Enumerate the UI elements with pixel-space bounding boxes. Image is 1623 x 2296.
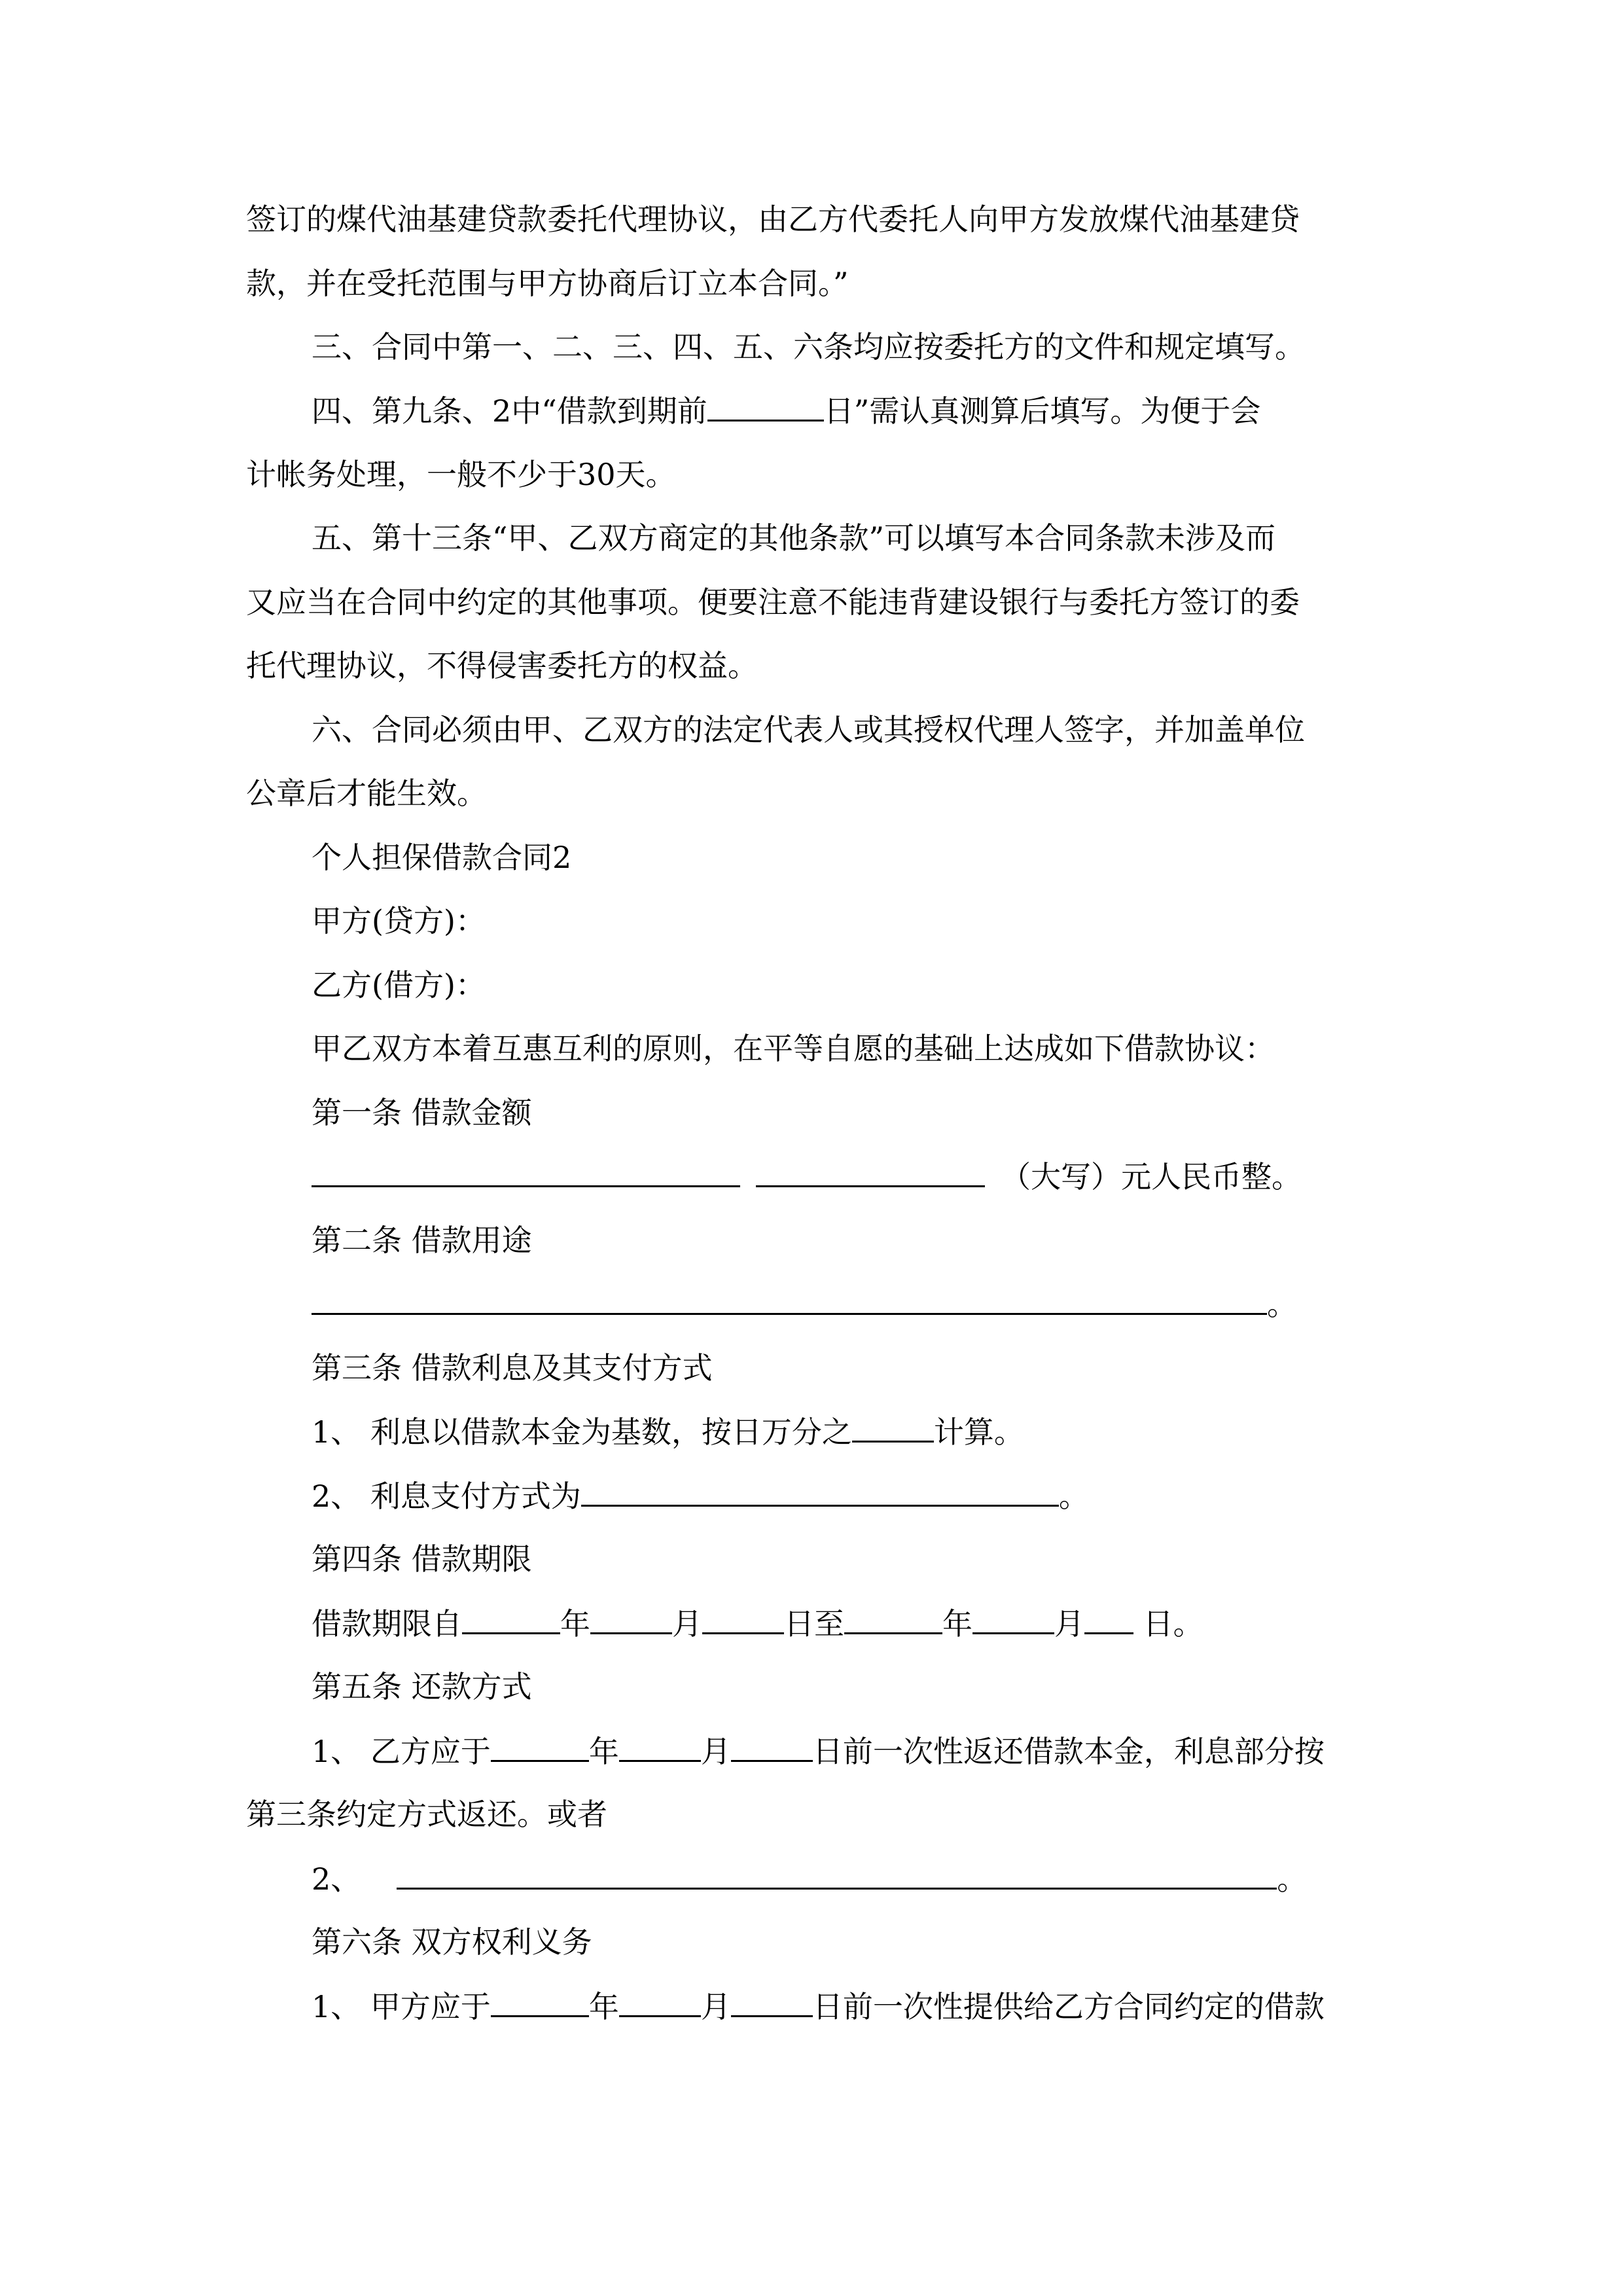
provide-day-field[interactable] <box>731 1986 813 2017</box>
repayment-line-2 <box>312 1859 1307 1898</box>
text: 年 <box>588 1734 619 1769</box>
text: 月 <box>700 1734 731 1769</box>
start-day-field[interactable] <box>702 1604 784 1634</box>
end-year-field[interactable] <box>844 1604 942 1634</box>
text: 日。 <box>1133 1606 1204 1641</box>
end-day-field[interactable] <box>1084 1604 1133 1634</box>
text: 日至 <box>784 1606 844 1641</box>
repay-month-field[interactable] <box>619 1731 701 1762</box>
paragraph-line <box>246 1795 607 1834</box>
paragraph-line <box>246 455 676 494</box>
text: 第五条 还款方式 <box>312 1669 532 1704</box>
text: 第六条 双方权利义务 <box>312 1924 592 1960</box>
text: 年 <box>560 1606 590 1641</box>
end-month-field[interactable] <box>972 1604 1054 1634</box>
text: 第四条 借款期限 <box>312 1541 532 1577</box>
paragraph-line <box>246 264 849 303</box>
preamble <box>312 1029 1275 1068</box>
blank-field[interactable] <box>707 391 824 422</box>
text: 1、 乙方应于 <box>312 1734 491 1769</box>
text: 乙方(借方)： <box>312 967 486 1003</box>
text: 。 <box>1277 1861 1308 1897</box>
text: 第一条 借款金额 <box>312 1095 532 1130</box>
text: 月 <box>672 1606 702 1641</box>
start-month-field[interactable] <box>590 1604 672 1634</box>
interest-payment-line <box>312 1476 1089 1515</box>
text: （大写）元人民币整。 <box>1001 1159 1302 1194</box>
purpose-field[interactable] <box>312 1284 1267 1315</box>
text: 款，并在受托范围与甲方协商后订立本合同。” <box>246 266 849 301</box>
interest-rate-field[interactable] <box>852 1412 934 1443</box>
text: 年 <box>942 1606 972 1641</box>
text: 1、 利息以借款本金为基数，按日万分之 <box>312 1414 852 1450</box>
amount-figure-field[interactable] <box>312 1157 740 1187</box>
article-1-heading <box>312 1093 532 1132</box>
text: 四、第九条、2中“借款到期前 <box>312 393 707 429</box>
repay-day-field[interactable] <box>731 1731 813 1762</box>
repayment-alt-field[interactable] <box>397 1859 1277 1890</box>
text: 借款期限自 <box>312 1606 462 1641</box>
note-5 <box>312 518 1275 558</box>
party-a <box>312 901 486 941</box>
provide-month-field[interactable] <box>619 1986 701 2017</box>
provide-year-field[interactable] <box>491 1986 589 2017</box>
text: 1、 甲方应于 <box>312 1989 491 2024</box>
text: 2、 利息支付方式为 <box>312 1479 581 1514</box>
article-3-heading <box>312 1348 713 1388</box>
interest-rate-line <box>312 1412 1024 1451</box>
text: 个人担保借款合同2 <box>312 840 572 875</box>
text: 甲方(贷方)： <box>312 903 486 939</box>
text: 六、合同必须由甲、乙双方的法定代表人或其授权代理人签字，并加盖单位 <box>312 712 1305 747</box>
note-6 <box>312 710 1305 749</box>
paragraph-line <box>246 646 758 685</box>
text: 2、 <box>312 1861 361 1897</box>
text: 第二条 借款用途 <box>312 1223 532 1258</box>
party-b <box>312 965 486 1005</box>
repayment-line-1 <box>312 1731 1325 1770</box>
text: 第三条约定方式返还。或者 <box>246 1797 607 1832</box>
text: 又应当在合同中约定的其他事项。便要注意不能违背建设银行与委托方签订的委 <box>246 584 1300 620</box>
text: 月 <box>700 1989 731 2024</box>
text: 公章后才能生效。 <box>246 776 487 811</box>
article-6-heading <box>312 1922 592 1962</box>
text: 月 <box>1054 1606 1084 1641</box>
text: 年 <box>588 1989 619 2024</box>
article-4-heading <box>312 1539 532 1579</box>
text: 甲乙双方本着互惠互利的原则，在平等自愿的基础上达成如下借款协议： <box>312 1031 1275 1066</box>
start-year-field[interactable] <box>462 1604 560 1634</box>
note-4 <box>312 391 1260 430</box>
text: 五、第十三条“甲、乙双方商定的其他条款”可以填写本合同条款未涉及而 <box>312 520 1276 556</box>
obligation-line-1 <box>312 1986 1325 2026</box>
article-2-heading <box>312 1221 532 1260</box>
text: 。 <box>1267 1287 1297 1322</box>
text: 计算。 <box>933 1414 1024 1450</box>
text: 三、合同中第一、二、三、四、五、六条均应按委托方的文件和规定填写。 <box>312 329 1305 365</box>
loan-purpose-line <box>312 1284 1297 1323</box>
text: 第三条 借款利息及其支付方式 <box>312 1350 713 1386</box>
text: 日前一次性返还借款本金，利息部分按 <box>812 1734 1325 1769</box>
text: 日前一次性提供给乙方合同约定的借款 <box>812 1989 1325 2024</box>
amount-words-field[interactable] <box>756 1157 985 1187</box>
paragraph-line <box>246 583 1300 622</box>
note-3 <box>312 327 1305 367</box>
paragraph-line <box>246 774 487 813</box>
loan-amount-line <box>312 1157 1302 1196</box>
text: 。 <box>1058 1479 1089 1514</box>
text: 计帐务处理，一般不少于30天。 <box>246 457 676 492</box>
loan-term-line <box>312 1604 1204 1643</box>
text: 托代理协议，不得侵害委托方的权益。 <box>246 648 758 683</box>
paragraph-line <box>246 200 1300 239</box>
text: 日”需认真测算后填写。为便于会 <box>823 393 1261 429</box>
repay-year-field[interactable] <box>491 1731 589 1762</box>
payment-method-field[interactable] <box>581 1476 1059 1507</box>
text: 签订的煤代油基建贷款委托代理协议，由乙方代委托人向甲方发放煤代油基建贷 <box>246 202 1300 237</box>
contract-title <box>312 838 571 877</box>
article-5-heading <box>312 1667 532 1706</box>
